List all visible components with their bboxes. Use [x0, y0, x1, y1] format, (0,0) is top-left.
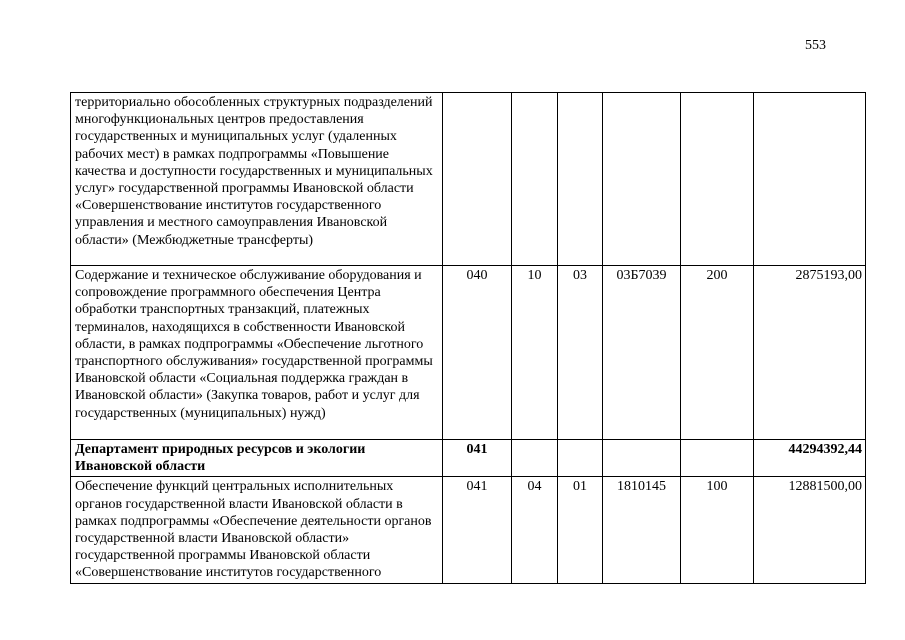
- budget-table: [70, 92, 866, 584]
- row-code: [443, 93, 512, 266]
- row-target: [603, 440, 681, 477]
- row-subsection: 03: [558, 266, 603, 440]
- row-section: [512, 440, 558, 477]
- row-amount: [754, 93, 866, 266]
- row-amount: 12881500,00: [754, 477, 866, 583]
- row-name: Департамент природных ресурсов и экологии Ивановской области: [71, 440, 443, 477]
- table-row: [71, 440, 866, 477]
- row-amount: 44294392,44: [754, 440, 866, 477]
- row-code: 041: [443, 477, 512, 583]
- row-section: 10: [512, 266, 558, 440]
- row-type: 100: [681, 477, 754, 583]
- row-type: [681, 440, 754, 477]
- row-target: [603, 93, 681, 266]
- row-subsection: 01: [558, 477, 603, 583]
- row-code: 040: [443, 266, 512, 440]
- row-name: Обеспечение функций центральных исполнительных органов государственной власти Ивановской области в рамках подпрограммы «Обеспечение деятельности органов государственной власти Ивановской области» государственной программы Ивановской области «Совершенствование институтов государственного: [71, 477, 443, 583]
- row-type: [681, 93, 754, 266]
- row-code: 041: [443, 440, 512, 477]
- row-section: [512, 93, 558, 266]
- row-amount: 2875193,00: [754, 266, 866, 440]
- table-row: [71, 266, 866, 440]
- row-target: 03Б7039: [603, 266, 681, 440]
- row-name: территориально обособленных структурных подразделений многофункциональных центров предоставления государственных и муниципальных услуг (удаленных рабочих мест) в рамках подпрограммы «Повышение качества и доступности государственных и муниципальных услуг» государственной программы Ивановской области «Совершенствование институтов государственного управления и местного самоуправления Ивановской области» (Межбюджетные трансферты): [71, 93, 443, 266]
- page-number: 553: [805, 38, 826, 53]
- row-section: 04: [512, 477, 558, 583]
- row-type: 200: [681, 266, 754, 440]
- table-row: [71, 477, 866, 583]
- table-row: [71, 93, 866, 266]
- row-subsection: [558, 440, 603, 477]
- row-name: Содержание и техническое обслуживание оборудования и сопровождение программного обеспечения Центра обработки транспортных транзакций, платежных терминалов, находящихся в собственности Ивановской области, в рамках подпрограммы «Обеспечение льготного транспортного обслуживания» государственной программы Ивановской области «Социальная поддержка граждан в Ивановской области» (Закупка товаров, работ и услуг для государственных (муниципальных) нужд): [71, 266, 443, 440]
- row-subsection: [558, 93, 603, 266]
- row-target: 1810145: [603, 477, 681, 583]
